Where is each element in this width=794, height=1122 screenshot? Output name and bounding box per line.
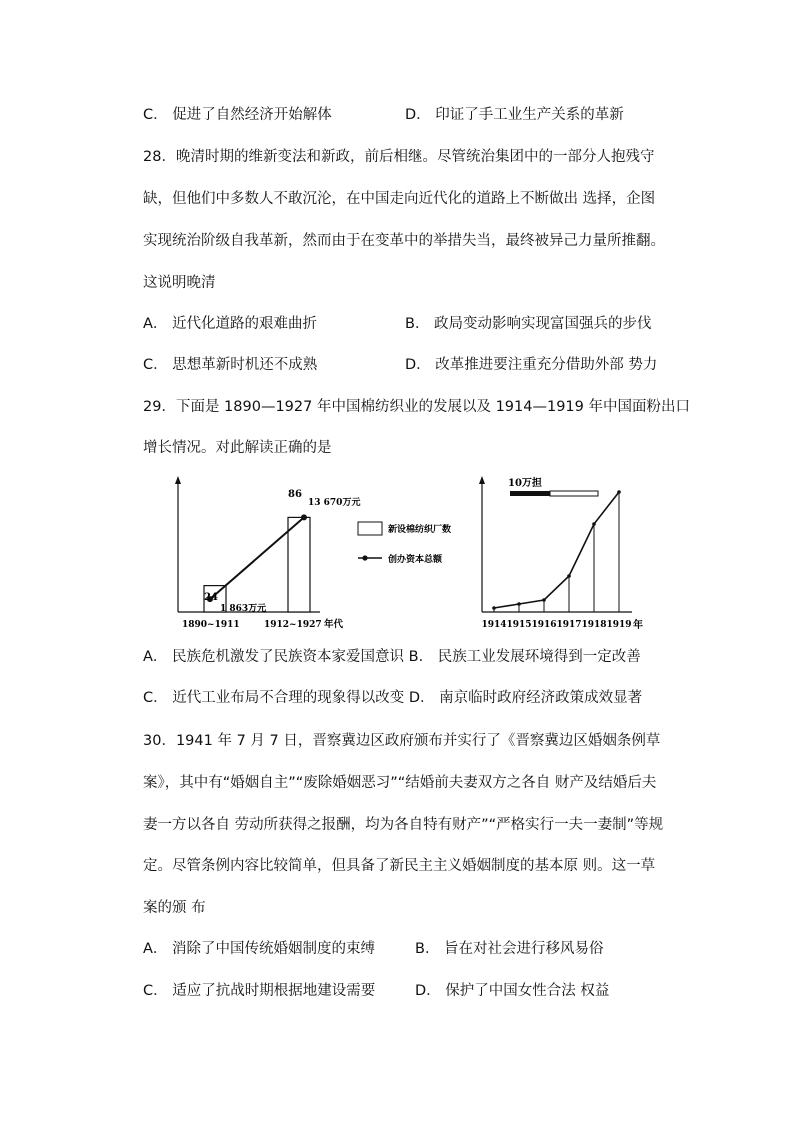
x-tick-1916: 1916: [531, 620, 557, 630]
export-point-1919: [617, 490, 621, 494]
export-point-1917: [567, 574, 571, 578]
legend-swatch-factories: [358, 522, 382, 535]
capital-label-2: 13 670万元: [308, 498, 361, 508]
scale-bar-filled: [510, 491, 550, 496]
q28-option-a: A． 近代化道路的艰难曲折: [143, 316, 318, 332]
x-tick-1914: 1914: [481, 620, 507, 630]
x-tick-1918: 1918: [581, 620, 607, 630]
y-axis-arrow: [175, 476, 181, 484]
x-tick-2: 1912~1927: [264, 620, 322, 630]
x-tick-1915: 1915: [506, 620, 532, 630]
factory-bar-2: [288, 517, 310, 612]
export-point-1914: [492, 606, 496, 610]
export-point-1916: [542, 598, 546, 602]
capital-point-2: [301, 514, 307, 520]
q29-options-row-1: A． 民族危机激发了民族资本家爱国意识 B． 民族工业发展环境得到一定改善: [143, 649, 641, 665]
x-axis-label: 年: [633, 620, 643, 631]
x-tick-1: 1890~1911: [182, 620, 240, 630]
q30-stem-line-1: 30．1941 年 7 月 7 日，晋察冀边区政府颁布并实行了《晋察冀边区婚姻条例草: [143, 733, 661, 749]
legend-label-capital: 创办资本总额: [388, 555, 443, 565]
q28-option-c: C． 思想革新时机还不成熟: [143, 357, 318, 373]
y-axis-arrow: [479, 476, 485, 484]
q27-option-d: D． 印证了手工业生产关系的革新: [405, 107, 624, 123]
q30-option-c: C． 适应了抗战时期根据地建设需要: [143, 983, 376, 999]
q28-stem-line-1: 28．晚清时期的维新变法和新政，前后相继。尽管统治集团中的一部分人抱残守: [143, 149, 655, 165]
q28-option-b: B． 政局变动影响实现富国强兵的步伐: [405, 316, 652, 332]
q30-stem-line-4: 定。尽管条例内容比较简单，但具备了新民主主义婚姻制度的基本原 则。这一草: [143, 858, 656, 874]
bar-label-2: 86: [288, 489, 302, 500]
q28-stem-line-2: 缺，但他们中多数人不敢沉沦，在中国走向近代化的道路上不断做出 选择，企图: [143, 191, 656, 207]
export-point-1918: [592, 522, 596, 526]
q30-option-d: D． 保护了中国女性合法 权益: [415, 983, 610, 999]
q28-option-d: D． 改革推进要注重充分借助外部 势力: [405, 357, 658, 373]
q30-option-b: B． 旨在对社会进行移风易俗: [415, 941, 604, 957]
x-tick-1917: 1917: [556, 620, 582, 630]
bar-label-1: 24: [204, 592, 218, 603]
export-point-1915: [517, 602, 521, 606]
x-axis-label: 年代: [324, 619, 344, 630]
capital-label-1: 1 863万元: [220, 604, 267, 614]
q29-stem-line-2: 增长情况。对此解读正确的是: [143, 440, 332, 456]
q27-options-row: [143, 105, 624, 125]
q27-option-c: C． 促进了自然经济开始解体: [143, 107, 332, 123]
flour-export-chart: [472, 470, 647, 635]
legend-dot-capital: [362, 555, 367, 560]
scale-bar-empty: [550, 491, 598, 496]
export-line: [494, 492, 619, 608]
x-tick-1919: 1919: [606, 620, 632, 630]
q30-option-a: A． 消除了中国传统婚姻制度的束缚: [143, 941, 376, 957]
scale-label: 10万担: [508, 478, 542, 489]
q30-stem-line-5: 案的颁 布: [143, 900, 206, 916]
q29-options-row-2: C． 近代工业布局不合理的现象得以改变 D． 南京临时政府经济政策成效显著: [143, 690, 643, 706]
q30-stem-line-3: 妻一方以各自 劳动所获得之报酬，均为各自特有财产”“严格实行一夫一妻制”等规: [143, 817, 664, 833]
q28-stem-line-4: 这说明晚清: [143, 275, 216, 291]
q30-stem-line-2: 案》，其中有“婚姻自主”“废除婚姻恶习”“结婚前夫妻双方之各自 财产及结婚后夫: [143, 775, 657, 791]
legend-label-factories: 新设棉纺织厂数: [388, 525, 452, 535]
q29-stem-line-1: 29．下面是 1890—1927 年中国棉纺织业的发展以及 1914—1919 年中国面粉出口: [143, 399, 690, 415]
q28-stem-line-3: 实现统治阶级自我革新，然而由于在变革中的举措失当，最终被异己力量所推翻。: [143, 233, 665, 249]
cotton-textile-chart: [160, 470, 460, 635]
